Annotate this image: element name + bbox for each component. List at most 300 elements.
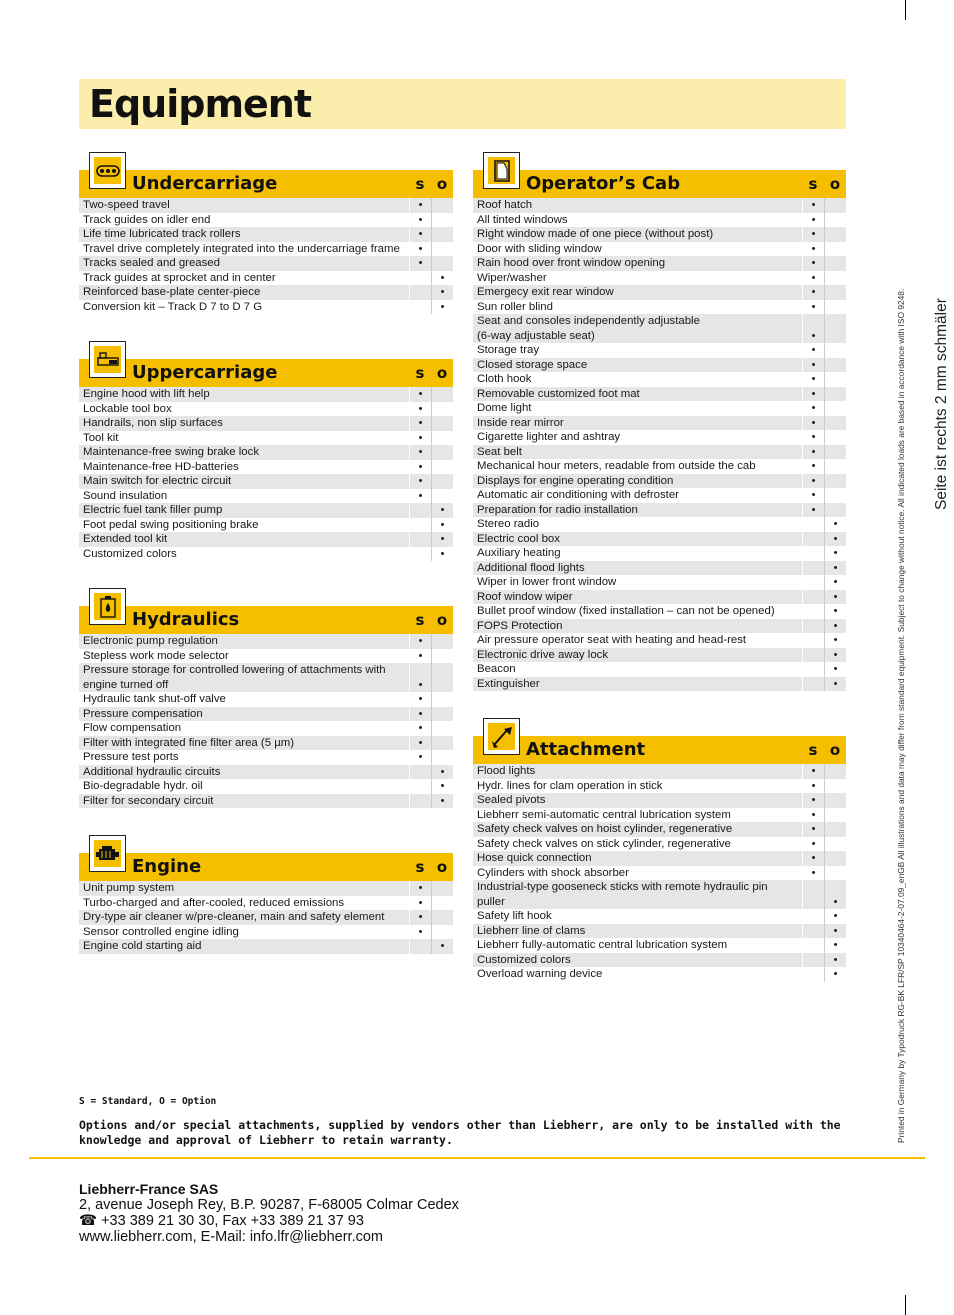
cell-o (431, 532, 453, 547)
cell-s (409, 547, 431, 562)
row-label (473, 648, 802, 663)
row-label (473, 198, 802, 213)
cell-s (802, 953, 824, 968)
cell-s (409, 634, 431, 649)
row-label-line: Additional hydraulic circuits (83, 765, 221, 778)
row-label-line: Sensor controlled engine idling (83, 925, 239, 938)
cell-s (802, 256, 824, 271)
table-row (473, 909, 846, 924)
cell-s (802, 517, 824, 532)
table-row (473, 285, 846, 300)
row-label-line: Electronic pump regulation (83, 635, 218, 647)
row-label-line: Air pressure operator seat with heating and head-rest (477, 634, 747, 646)
row-label (473, 517, 802, 532)
cell-o (824, 314, 846, 343)
section-title: Attachment (526, 739, 646, 760)
standard-marker: • (811, 300, 816, 313)
standard-marker: • (811, 402, 816, 414)
cell-s (802, 372, 824, 387)
cell-s (409, 721, 431, 736)
cell-s (802, 909, 824, 924)
page-title-bar (79, 79, 846, 129)
row-label (473, 343, 802, 358)
row-label (79, 736, 409, 751)
section-title: Engine (132, 856, 202, 877)
cell-s (409, 213, 431, 228)
row-label (79, 765, 409, 780)
table-row (79, 881, 453, 896)
row-label (79, 939, 409, 954)
table-row (79, 256, 453, 271)
column-s-header: s (415, 364, 425, 382)
standard-marker: • (418, 228, 423, 240)
row-label-line: Seat belt (477, 445, 522, 458)
row-label-line: Filter for secondary circuit (83, 794, 214, 807)
option-marker: • (833, 677, 838, 690)
standard-marker: • (418, 213, 423, 226)
option-marker: • (833, 968, 838, 980)
cell-o (824, 416, 846, 431)
table-row (473, 387, 846, 402)
cell-s (409, 387, 431, 402)
row-label-line: Wiper in lower front window (477, 576, 617, 588)
cell-o (431, 649, 453, 664)
row-label (79, 300, 409, 315)
cab-icon (483, 152, 520, 189)
crop-mark-top (905, 0, 906, 20)
table-row (79, 271, 453, 286)
table-row (473, 459, 846, 474)
cell-s (409, 925, 431, 940)
row-label-line: Sun roller blind (477, 300, 553, 313)
row-label-line: Tracks sealed and greased (83, 257, 220, 269)
section-title: Uppercarriage (132, 362, 278, 383)
row-label-line: Closed storage space (477, 358, 588, 371)
cell-s (802, 764, 824, 779)
standard-marker: • (418, 751, 423, 763)
table-row (79, 896, 453, 911)
company-phone: ☎ +33 389 21 30 30, Fax +33 389 21 37 93 (79, 1213, 364, 1229)
section-header (79, 359, 453, 387)
standard-marker: • (811, 257, 816, 269)
cell-s (802, 822, 824, 837)
row-label-line: Hose quick connection (477, 852, 592, 864)
section-engine (79, 853, 453, 954)
standard-marker: • (418, 489, 423, 502)
row-label-line: Conversion kit – Track D 7 to D 7 G (83, 300, 263, 313)
row-label-line: Lockable tool box (83, 402, 172, 415)
table-row (79, 460, 453, 475)
section-header (79, 606, 453, 634)
standard-marker: • (418, 460, 423, 473)
row-label (473, 271, 802, 286)
row-label (79, 489, 409, 504)
column-o-header: o (436, 611, 448, 629)
row-label (473, 213, 802, 228)
row-label-line: Overload warning device (477, 968, 603, 980)
table-row (473, 227, 846, 242)
row-label (473, 503, 802, 518)
row-label-line: Liebherr line of clams (477, 924, 586, 937)
option-marker: • (440, 300, 445, 313)
row-label-line: Bio-degradable hydr. oil (83, 780, 203, 792)
row-label-line: Storage tray (477, 344, 540, 356)
cell-o (431, 765, 453, 780)
cell-s (802, 851, 824, 866)
standard-marker: • (811, 329, 816, 342)
row-label (79, 750, 409, 765)
row-label (473, 909, 802, 924)
standard-marker: • (418, 199, 423, 211)
cell-s (409, 416, 431, 431)
row-label-line: Safety check valves on stick cylinder, regenerative (477, 837, 731, 850)
table-row (473, 503, 846, 518)
option-marker: • (833, 663, 838, 675)
row-label (473, 314, 802, 343)
table-row (473, 677, 846, 692)
standard-marker: • (811, 779, 816, 792)
cell-o (824, 604, 846, 619)
column-o-header: o (829, 175, 841, 193)
row-label (473, 459, 802, 474)
table-row (79, 750, 453, 765)
row-label (79, 547, 409, 562)
standard-marker: • (418, 722, 423, 734)
crop-mark-bottom (905, 1295, 906, 1315)
row-label (473, 401, 802, 416)
cell-s (409, 663, 431, 692)
table-row (79, 925, 453, 940)
standard-marker: • (811, 199, 816, 211)
row-label (473, 575, 802, 590)
table-row (473, 633, 846, 648)
cell-o (824, 764, 846, 779)
table-row (79, 910, 453, 925)
cell-s (802, 924, 824, 939)
cell-s (802, 271, 824, 286)
cell-o (824, 401, 846, 416)
table-row (79, 518, 453, 533)
table-row (79, 285, 453, 300)
table-row (473, 779, 846, 794)
company-address: 2, avenue Joseph Rey, B.P. 90287, F-68005 Colmar Cedex (79, 1197, 459, 1213)
row-label-line: Sealed pivots (477, 794, 546, 806)
table-row (79, 532, 453, 547)
row-label-line: Pressure storage for controlled lowering of attachments with (83, 664, 386, 676)
cell-s (409, 474, 431, 489)
table-row (79, 692, 453, 707)
cell-s (802, 561, 824, 576)
row-label-line: Flood lights (477, 765, 536, 777)
cell-o (824, 967, 846, 982)
row-label-line: puller (477, 895, 505, 908)
row-label-line: Cloth hook (477, 373, 532, 385)
section-hydraulics (79, 606, 453, 808)
cell-o (824, 909, 846, 924)
table-row (473, 822, 846, 837)
cell-s (802, 343, 824, 358)
uppercarriage-icon (89, 341, 126, 378)
table-row (473, 401, 846, 416)
row-label (79, 285, 409, 300)
column-s-header: s (415, 611, 425, 629)
row-label-line: Safety lift hook (477, 910, 552, 922)
cell-s (802, 967, 824, 982)
cell-o (824, 517, 846, 532)
cell-s (802, 793, 824, 808)
row-label-line: Beacon (477, 663, 516, 675)
row-label-line: Maintenance-free swing brake lock (83, 446, 260, 458)
row-label-line: Extended tool kit (83, 533, 168, 545)
cell-s (802, 604, 824, 619)
cell-o (824, 822, 846, 837)
table-row (79, 663, 453, 692)
cell-s (409, 445, 431, 460)
table-row (79, 227, 453, 242)
cell-s (802, 401, 824, 416)
column-o-header: o (436, 175, 448, 193)
row-label-line: Cylinders with shock absorber (477, 866, 629, 879)
cell-o (431, 213, 453, 228)
row-label (79, 213, 409, 228)
row-label-line: Removable customized foot mat (477, 387, 640, 400)
cell-o (824, 793, 846, 808)
standard-marker: • (418, 649, 423, 662)
row-label (473, 604, 802, 619)
table-row (79, 765, 453, 780)
cell-o (824, 619, 846, 634)
row-label (79, 242, 409, 257)
table-row (473, 619, 846, 634)
table-row (473, 256, 846, 271)
cell-o (431, 910, 453, 925)
cell-s (409, 271, 431, 286)
section-header (79, 853, 453, 881)
cell-o (824, 445, 846, 460)
row-label-line: Automatic air conditioning with defroster (477, 489, 679, 501)
cell-o (824, 358, 846, 373)
option-marker: • (440, 940, 445, 952)
table-row (473, 793, 846, 808)
row-label (473, 924, 802, 939)
row-label (473, 474, 802, 489)
row-label-line: Maintenance-free HD-batteries (83, 460, 239, 473)
standard-marker: • (418, 446, 423, 458)
table-row (473, 213, 846, 228)
row-label (473, 300, 802, 315)
cell-s (409, 503, 431, 518)
row-label (79, 896, 409, 911)
cell-s (409, 765, 431, 780)
row-label-line: Displays for engine operating condition (477, 474, 674, 487)
table-row (473, 372, 846, 387)
cell-s (409, 649, 431, 664)
row-label (473, 967, 802, 982)
cell-o (431, 489, 453, 504)
option-marker: • (833, 547, 838, 559)
cell-o (824, 575, 846, 590)
row-label (473, 590, 802, 605)
side-note-text: Seite ist rechts 2 mm schmäler (933, 298, 950, 510)
row-label (473, 256, 802, 271)
cell-o (431, 445, 453, 460)
option-marker: • (833, 953, 838, 966)
table-row (473, 358, 846, 373)
row-label-line: Tool kit (83, 431, 119, 444)
standard-marker: • (418, 417, 423, 429)
row-label-line: Inside rear mirror (477, 416, 564, 429)
cell-o (431, 547, 453, 562)
row-label-line: Right window made of one piece (without post) (477, 228, 714, 240)
standard-marker: • (418, 925, 423, 938)
row-label-line: Electric fuel tank filler pump (83, 504, 223, 516)
cell-o (824, 561, 846, 576)
cell-o (431, 431, 453, 446)
standard-marker: • (418, 431, 423, 444)
bucket-icon (483, 718, 520, 755)
table-row (473, 198, 846, 213)
cell-s (802, 880, 824, 909)
column-o-header: o (436, 858, 448, 876)
option-marker: • (833, 590, 838, 603)
row-label-line: engine turned off (83, 678, 169, 691)
standard-marker: • (418, 707, 423, 720)
company-web: www.liebherr.com, E-Mail: info.lfr@liebherr.com (79, 1229, 384, 1245)
row-label-line: Pressure compensation (83, 707, 203, 720)
equipment-list (79, 634, 453, 808)
row-label-line: Seat and consoles independently adjustable (477, 315, 700, 327)
row-label (473, 488, 802, 503)
row-label-line: Reinforced base-plate center-piece (83, 286, 261, 298)
row-label-line: Stereo radio (477, 518, 540, 530)
table-row (473, 837, 846, 852)
option-marker: • (440, 271, 445, 284)
table-row (473, 575, 846, 590)
row-label-line: Electric cool box (477, 532, 560, 545)
cell-s (409, 939, 431, 954)
row-label-line: Electronic drive away lock (477, 648, 609, 661)
page-title: Equipment (89, 82, 312, 126)
standard-marker: • (811, 837, 816, 850)
option-marker: • (440, 780, 445, 792)
cell-s (409, 489, 431, 504)
standard-marker: • (418, 736, 423, 749)
cell-s (409, 750, 431, 765)
section-operators-cab (473, 170, 846, 691)
row-label (473, 242, 802, 257)
table-row (473, 880, 846, 909)
cell-s (802, 837, 824, 852)
row-label (473, 532, 802, 547)
cell-s (802, 213, 824, 228)
row-label (473, 677, 802, 692)
cell-s (802, 314, 824, 343)
standard-marker: • (811, 823, 816, 835)
option-marker: • (833, 619, 838, 632)
standard-marker: • (811, 489, 816, 501)
footer-divider (29, 1157, 925, 1159)
engine-icon (89, 835, 126, 872)
table-row (79, 489, 453, 504)
row-label-line: Sound insulation (83, 489, 168, 502)
row-label (79, 387, 409, 402)
row-label-line: Additional flood lights (477, 561, 585, 574)
row-label (473, 822, 802, 837)
standard-marker: • (418, 693, 423, 705)
equipment-list (473, 764, 846, 982)
cell-s (802, 285, 824, 300)
footer (79, 1181, 459, 1245)
option-marker: • (833, 561, 838, 574)
row-label (473, 837, 802, 852)
row-label (473, 416, 802, 431)
cell-o (824, 256, 846, 271)
standard-marker: • (811, 286, 816, 298)
table-row (79, 242, 453, 257)
table-row (79, 416, 453, 431)
cell-o (431, 925, 453, 940)
option-marker: • (440, 533, 445, 545)
cell-s (802, 474, 824, 489)
side-print-text: Printed in Germany by Typodruck RG-BK LFR/SP 10340464-2-07.09_enGB All illustrations and data may differ from standard equipment. Subject to change without notice. All indicated loads are based in accordance with ISO 9248. (896, 288, 906, 1143)
row-label (79, 910, 409, 925)
section-title: Operator’s Cab (526, 173, 681, 194)
cell-o (431, 416, 453, 431)
row-label (473, 793, 802, 808)
option-marker: • (440, 794, 445, 807)
table-row (79, 721, 453, 736)
row-label-line: Liebherr fully-automatic central lubrication system (477, 939, 728, 951)
warranty-note: Options and/or special attachments, supplied by vendors other than Liebherr, are only to be installed with the knowledge and approval of Liebherr to retain warranty. (79, 1118, 841, 1147)
cell-o (824, 779, 846, 794)
row-label (79, 503, 409, 518)
table-row (79, 387, 453, 402)
table-row (473, 546, 846, 561)
table-row (473, 488, 846, 503)
cell-s (409, 707, 431, 722)
cell-o (824, 474, 846, 489)
row-label-line: Roof window wiper (477, 590, 573, 603)
table-row (79, 300, 453, 315)
cell-o (431, 721, 453, 736)
option-marker: • (833, 576, 838, 588)
row-label-line: Auxiliary heating (477, 547, 561, 559)
cell-s (409, 460, 431, 475)
section-title: Undercarriage (132, 173, 278, 194)
row-label-line: Extinguisher (477, 677, 540, 690)
row-label (79, 721, 409, 736)
row-label (473, 851, 802, 866)
table-row (473, 764, 846, 779)
cell-o (824, 300, 846, 315)
cell-s (802, 575, 824, 590)
equipment-list (473, 198, 846, 691)
standard-marker: • (811, 866, 816, 879)
cell-o (431, 256, 453, 271)
cell-s (409, 300, 431, 315)
option-marker: • (440, 765, 445, 778)
cell-s (802, 387, 824, 402)
row-label-line: Wiper/washer (477, 271, 547, 284)
row-label (79, 271, 409, 286)
row-label-line: Pressure test ports (83, 751, 179, 763)
row-label (79, 198, 409, 213)
row-label (473, 358, 802, 373)
table-row (473, 851, 846, 866)
row-label (473, 430, 802, 445)
table-row (473, 314, 846, 343)
table-row (79, 939, 453, 954)
